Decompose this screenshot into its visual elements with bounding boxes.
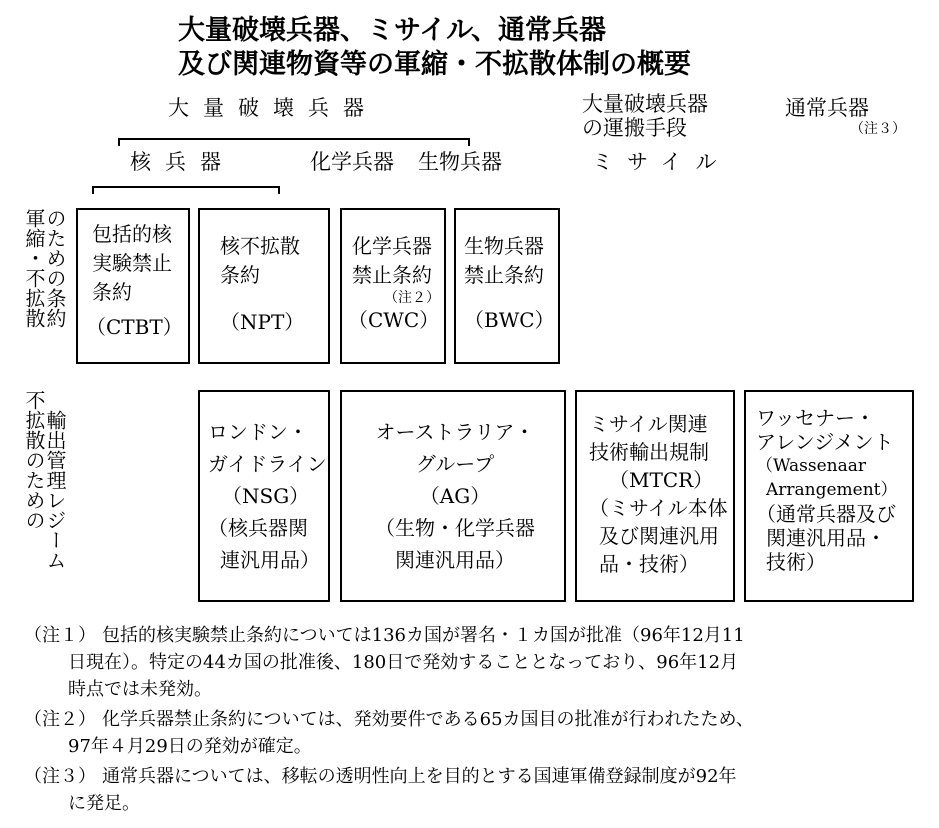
header-conventional-note: （注３） — [850, 121, 906, 137]
treaty-npt-line-1: 核不拡散 — [220, 234, 300, 258]
regime-mtcr-line-4: （ミサイル本体 — [589, 496, 728, 520]
row-label-regimes-col-2: 輸出管理レジーム — [43, 410, 67, 570]
header-biological: 生物兵器 — [418, 150, 502, 174]
note-1-line-2: 日現在）。特定の44カ国の批准後、180日で発効することとなっており、96年12月 — [68, 652, 739, 673]
treaty-bwc-line-1: 生物兵器 — [464, 234, 544, 258]
header-conventional: 通常兵器 — [785, 96, 869, 120]
regime-box-ag — [340, 390, 566, 602]
header-delivery — [582, 92, 708, 140]
row-label-treaties-col-1: 軍縮・不拡散 — [22, 208, 46, 328]
treaty-box-ctbt — [76, 208, 190, 364]
treaty-cwc-note: （注２） — [384, 290, 440, 306]
treaty-box-npt — [198, 208, 330, 364]
regime-box-wassenaar — [744, 390, 914, 602]
note-1-line-1: 包括的核実験禁止条約については136カ国が署名・１カ国が批准（96年12月11 — [102, 625, 745, 646]
nuclear-bracket-left-tick — [92, 186, 94, 194]
treaty-cwc-line-1: 化学兵器 — [352, 234, 432, 258]
regime-wassenaar-line-7: 技術） — [766, 550, 826, 574]
regime-mtcr-line-1: ミサイル関連 — [589, 412, 708, 436]
nuclear-bracket — [92, 186, 280, 188]
regime-ag-line-5: 関連汎用品） — [395, 548, 515, 572]
treaty-bwc-line-2: 禁止条約 — [464, 263, 544, 287]
note-1-line-3: 時点では未発効。 — [68, 679, 212, 700]
title-line-2: 及び関連物資等の軍縮・不拡散体制の概要 — [178, 49, 691, 80]
treaty-ctbt-line-1: 包括的核 — [92, 222, 172, 246]
treaty-ctbt-line-4: （CTBT） — [86, 315, 183, 339]
regime-wassenaar-line-5: （通常兵器及び — [756, 502, 896, 526]
regime-box-mtcr — [575, 390, 735, 602]
header-wmd: 大量破壊兵器 — [168, 96, 378, 120]
regime-ag-line-3: （AG） — [419, 484, 491, 508]
regime-wassenaar-line-1: ワッセナー・ — [756, 406, 875, 430]
note-2-line-1: 化学兵器禁止条約については、発効要件である65カ国目の批准が行われたため、 — [102, 709, 754, 730]
row-label-regimes-col-1: 不拡散のための — [22, 390, 46, 530]
regime-nsg-line-5: 連汎用品） — [220, 548, 320, 572]
regime-nsg-line-1: ロンドン・ — [208, 420, 308, 444]
wmd-bracket-right-tick — [468, 138, 470, 146]
nuclear-bracket-right-tick — [278, 186, 280, 194]
header-delivery-line-1: 大量破壊兵器 — [582, 92, 708, 116]
treaty-bwc-line-3: （BWC） — [464, 308, 555, 332]
regime-mtcr-line-6: 品・技術） — [599, 552, 699, 576]
note-3-line-2: に発足。 — [68, 793, 140, 814]
regime-wassenaar-line-4: Arrangement） — [766, 480, 898, 500]
regime-box-nsg — [198, 390, 330, 602]
regime-wassenaar-line-3: （Wassenaar — [756, 456, 866, 476]
treaty-cwc-line-4: （CWC） — [348, 308, 440, 332]
note-2-label: （注２） — [24, 709, 96, 730]
wmd-bracket-left-tick — [118, 138, 120, 146]
regime-mtcr-line-3: （MTCR） — [609, 468, 714, 492]
regime-mtcr-line-2: 技術輸出規制 — [589, 440, 709, 464]
regime-nsg-line-2: ガイドライン — [208, 452, 327, 476]
regime-mtcr-line-5: 及び関連汎用 — [599, 524, 719, 548]
regime-ag-line-1: オーストラリア・ — [375, 420, 535, 444]
wmd-bracket — [118, 138, 470, 140]
regime-ag-line-4: （生物・化学兵器 — [375, 516, 535, 540]
regime-ag-line-2: グループ — [415, 452, 495, 476]
treaty-npt-line-3: （NPT） — [220, 310, 305, 334]
treaty-ctbt-line-3: 条約 — [92, 280, 132, 304]
regime-nsg-line-4: （核兵器関 — [208, 516, 308, 540]
treaty-npt-line-2: 条約 — [220, 263, 260, 287]
regime-wassenaar-line-2: アレンジメント — [756, 430, 894, 454]
treaty-cwc-line-2: 禁止条約 — [352, 263, 432, 287]
note-3-line-1: 通常兵器については、移転の透明性向上を目的とする国連軍備登録制度が92年 — [102, 766, 737, 787]
regime-nsg-line-3: （NSG） — [222, 484, 310, 508]
header-nuclear: 核兵器 — [130, 150, 235, 174]
row-label-treaties-col-2: のための条約 — [43, 208, 67, 328]
header-chemical: 化学兵器 — [310, 150, 394, 174]
treaty-box-bwc — [454, 208, 560, 364]
title-line-1: 大量破壊兵器、ミサイル、通常兵器 — [178, 15, 606, 46]
treaty-ctbt-line-2: 実験禁止 — [92, 251, 172, 275]
header-missile: ミサイル — [592, 150, 731, 174]
treaty-box-cwc — [340, 208, 446, 364]
header-delivery-line-2: の運搬手段 — [582, 116, 687, 140]
note-1-label: （注１） — [24, 625, 96, 646]
note-3-label: （注３） — [24, 766, 96, 787]
note-2-line-2: 97年４月29日の発効が確定。 — [68, 736, 312, 757]
page-title — [178, 14, 691, 82]
regime-wassenaar-line-6: 関連汎用品・ — [766, 526, 886, 550]
